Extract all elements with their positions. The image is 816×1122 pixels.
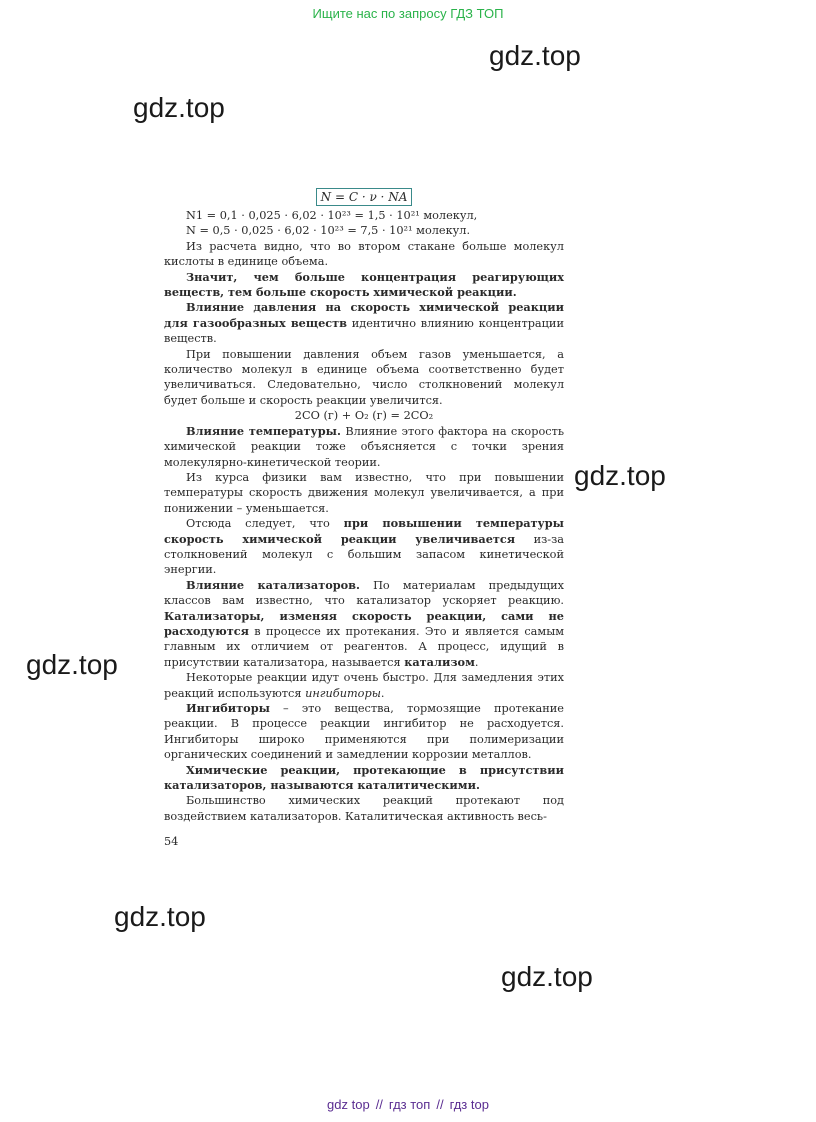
paragraph: При повышении давления объем газов уменьшается, а количество молекул в единице объема соответственно будет увеличиваться. Следовательно, число столкновений молекул будет больше и скорость реакции увеличится. [164, 347, 564, 407]
paragraph: Влияние температуры. Влияние этого фактора на скорость химической реакции тоже объясняется с точки зрения молекулярно-кинетической теории. [164, 423, 564, 469]
watermark: gdz.top [489, 40, 581, 71]
bold-statement: Значит, чем больше концентрация реагирующих веществ, тем больше скорость химической реакции. [164, 269, 564, 300]
term: Ингибиторы [186, 701, 270, 715]
chemical-equation: 2CO (г) + O₂ (г) = 2CO₂ [294, 409, 434, 423]
paragraph: Большинство химических реакций протекают под воздействием катализаторов. Каталитическая активность весь- [164, 794, 564, 823]
footer-link[interactable]: гдз top [449, 1097, 489, 1112]
paragraph [164, 763, 564, 794]
footer-links [0, 1097, 816, 1112]
search-banner[interactable]: Ищите нас по запросу ГДЗ ТОП [312, 6, 504, 21]
bold-statement: Химические реакции, протекающие в присутствии катализаторов, называются каталитическими. [164, 762, 564, 793]
paragraph: Некоторые реакции идут очень быстро. Для замедления этих реакций используются ингибиторы. [164, 671, 564, 700]
calculation-line: N1 = 0,1 · 0,025 · 6,02 · 10²³ = 1,5 · 10²¹ молекул, [186, 209, 478, 222]
formula-box: N = C · ν · NA [316, 188, 413, 206]
watermark: gdz.top [114, 901, 206, 932]
watermark: gdz.top [501, 961, 593, 992]
separator: // [375, 1097, 383, 1112]
textbook-page [164, 188, 564, 850]
paragraph: Из курса физики вам известно, что при повышении температуры скорость движения молекул увеличивается, а при понижении – уменьшается. [164, 470, 564, 515]
paragraph: Из расчета видно, что во втором стакане больше молекул кислоты в единице объема. [164, 239, 564, 269]
watermark: gdz.top [26, 649, 118, 680]
page-number: 54 [164, 835, 179, 849]
paragraph: Отсюда следует, что при повышении температуры скорость химической реакции увеличивается из-за столкновений молекул с большим запасом кинетической энергии. [164, 516, 565, 577]
watermark: gdz.top [133, 92, 225, 123]
watermark: gdz.top [574, 460, 666, 491]
section-heading: Влияние катализаторов. [186, 577, 360, 592]
section-heading: Влияние давления на скорость химической реакции для газообразных веществ [164, 300, 564, 330]
footer-link[interactable]: гдз топ [388, 1097, 431, 1112]
paragraph: Ингибиторы – это вещества, тормозящие протекание реакции. В процессе реакции ингибитор не расходуется. Ингибиторы широко применяются при полимеризации органических соединений и замедлении коррозии металлов. [164, 701, 564, 762]
separator: // [436, 1097, 444, 1112]
footer-link[interactable]: gdz top [327, 1097, 370, 1112]
paragraph: Влияние катализаторов. По материалам предыдущих классов вам известно, что катализатор ускоряет реакцию. Катализаторы, изменяя скорость реакции, сами не расходуются в процессе их протекания. Это и является самым главным их отличием от реагентов. А процесс, идущий в присутствии катализатора, называется катализом. [164, 577, 564, 669]
section-heading: Влияние температуры. [186, 423, 341, 438]
paragraph: Влияние давления на скорость химической реакции для газообразных веществ идентично влиянию концентрации веществ. [164, 300, 564, 346]
paragraph [164, 270, 564, 301]
calculation-line: N = 0,5 · 0,025 · 6,02 · 10²³ = 7,5 · 10²¹ молекул. [186, 224, 471, 238]
